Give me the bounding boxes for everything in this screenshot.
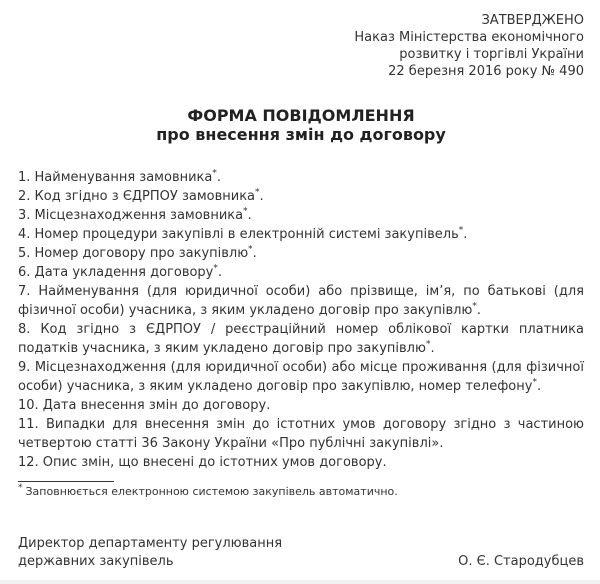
item-text: 3. Місцезнаходження замовника [18,208,244,223]
list-item [18,263,584,282]
item-period: . [216,170,222,185]
document-title-block [18,106,584,144]
item-text: 12. Опис змін, що внесені до істотних умов договору [18,455,383,470]
signature-position [18,535,282,571]
item-period: . [430,341,435,356]
item-period: . [476,303,482,318]
item-text: 7. Найменування (для юридичної особи) або прізвище, ім’я, по батькові (для фізичної особи) учасника, з яким укладено договір про закупівлю [18,284,584,318]
item-period: . [463,227,468,242]
approval-line-order: Наказ Міністерства економічного [354,30,584,45]
item-text: 1. Найменування замовника [18,170,213,185]
item-text: 9. Місцезнаходження (для юридичної особи) або місце проживання (для фізичної особи) учасника, з яким укладено договір про закупівлю, номер телефону [18,360,584,394]
document-subtitle: про внесення змін до договору [156,125,446,144]
item-period: . [382,455,387,470]
asterisk-footnote-mark: * [243,206,248,217]
asterisk-footnote-mark: * [212,168,217,179]
asterisk-footnote-mark: * [458,225,464,236]
scan-artifact-strip [0,580,600,584]
list-item [18,244,584,263]
approval-line-date-number: 22 березня 2016 року № 490 [388,64,584,79]
item-text: 4. Номер процедури закупівлі в електронній системі закупівель [18,227,459,242]
item-text: 6. Дата укладення договору [18,265,214,280]
list-item [18,206,584,225]
item-period: . [247,208,252,223]
list-item [18,168,584,187]
approval-block [18,12,584,80]
asterisk-footnote-mark: * [425,339,431,350]
list-item [18,225,584,244]
footnote-line [18,484,584,499]
asterisk-footnote-mark: * [532,377,537,388]
approval-line-ministry: розвитку і торгівлі України [399,47,584,62]
list-item [18,282,584,320]
footnote-divider-rule [18,481,114,482]
item-text: 11. Випадки для внесення змін до істотних умов договору згідно з частиною четвертою статті 36 Закону України «Про публічні закупівлі» [18,417,584,451]
asterisk-footnote-mark: * [213,263,218,274]
footnote-marker: * [18,483,23,494]
list-item [18,396,584,415]
footnote-text: Заповнюється електронною системою закупівель автоматично. [25,485,398,498]
list-item [18,453,584,472]
asterisk-footnote-mark: * [255,187,260,198]
item-period: . [536,379,542,394]
items-list [18,168,584,472]
footnote-block [18,481,584,499]
asterisk-footnote-mark: * [248,244,253,255]
signature-block [18,535,584,571]
signature-name: О. Є. Стародубцев [458,554,584,569]
item-period: . [259,189,264,204]
asterisk-footnote-mark: * [472,301,477,312]
item-period: . [217,265,223,280]
document-title: ФОРМА ПОВІДОМЛЕННЯ [187,106,415,125]
list-item [18,415,584,453]
item-text: 8. Код згідно з ЄДРПОУ / реєстраційний номер облікової картки платника податків учасника, з яким укладено договір про закупівлю [18,322,584,356]
list-item [18,187,584,206]
item-period: . [266,398,271,413]
signature-position-line-2: державних закупівель [18,554,174,569]
item-text: 2. Код згідно з ЄДРПОУ замовника [18,189,256,204]
signature-position-line-1: Директор департаменту регулювання [18,536,283,551]
list-item [18,358,584,396]
item-period: . [439,436,444,451]
approval-line-approved: ЗАТВЕРДЖЕНО [481,13,584,28]
item-text: 5. Номер договору про закупівлю [18,246,249,261]
item-period: . [252,246,257,261]
list-item [18,320,584,358]
item-text: 10. Дата внесення змін до договору [18,398,267,413]
